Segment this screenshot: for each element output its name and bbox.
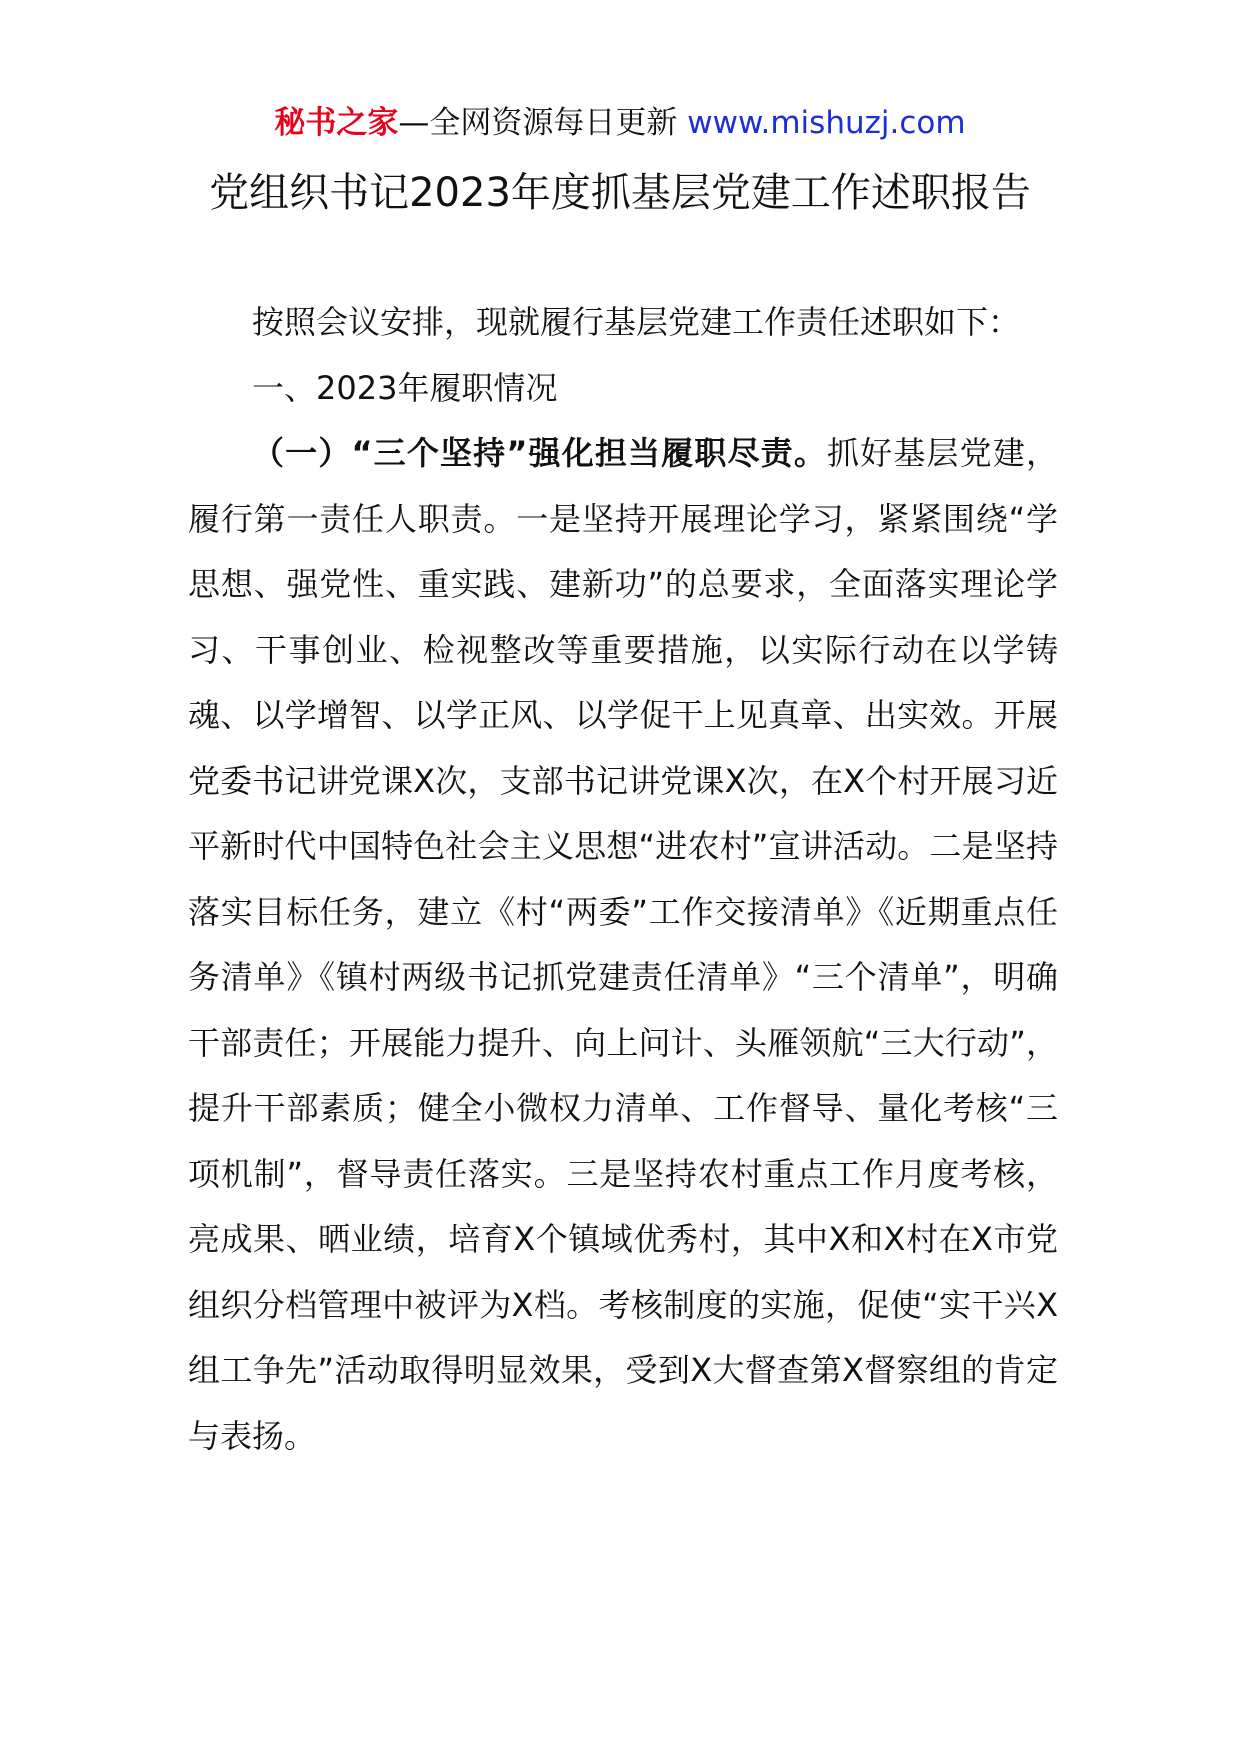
brand-tagline: —全网资源每日更新 [398,105,688,141]
site-url-link[interactable]: www.mishuzj.com [687,105,966,141]
site-banner [0,100,1240,146]
brand-name: 秘书之家 [274,105,399,141]
intro-paragraph: 按照会议安排，现就履行基层党建工作责任述职如下： [252,303,1021,341]
subsection-paragraph [188,421,1058,1469]
subsection-text: 抓好基层党建，履行第一责任人职责。一是坚持开展理论学习，紧紧围绕“学思想、强党性、重实践、建新功”的总要求，全面落实理论学习、干事创业、检视整改等重要措施，以实际行动在以学铸魂、以学增智、以学正风、以学促干上见真章、出实效。开展党委书记讲党课X次，支部书记讲党课X次，在X个村开展习近平新时代中国特色社会主义思想“进农村”宣讲活动。二是坚持落实目标任务，建立《村“两委”工作交接清单》《近期重点任务清单》《镇村两级书记抓党建责任清单》“三个清单”，明确干部责任；开展能力提升、向上问计、头雁领航“三大行动”，提升干部素质；健全小微权力清单、工作督导、量化考核“三项机制”，督导责任落实。三是坚持农村重点工作月度考核，亮成果、晒业绩，培育X个镇域优秀村，其中X和X村在X市党组织分档管理中被评为X档。考核制度的实施，促使“实干兴X组工争先”活动取得明显效果，受到X大督查第X督察组的肯定与表扬。 [188,434,1058,1455]
document-body [188,290,1058,1469]
subsection-lead: （一）“三个坚持”强化担当履职尽责。 [252,434,827,472]
section-heading: 一、2023年履职情况 [252,368,558,407]
document-title: 党组织书记2023年度抓基层党建工作述职报告 [209,170,1031,216]
